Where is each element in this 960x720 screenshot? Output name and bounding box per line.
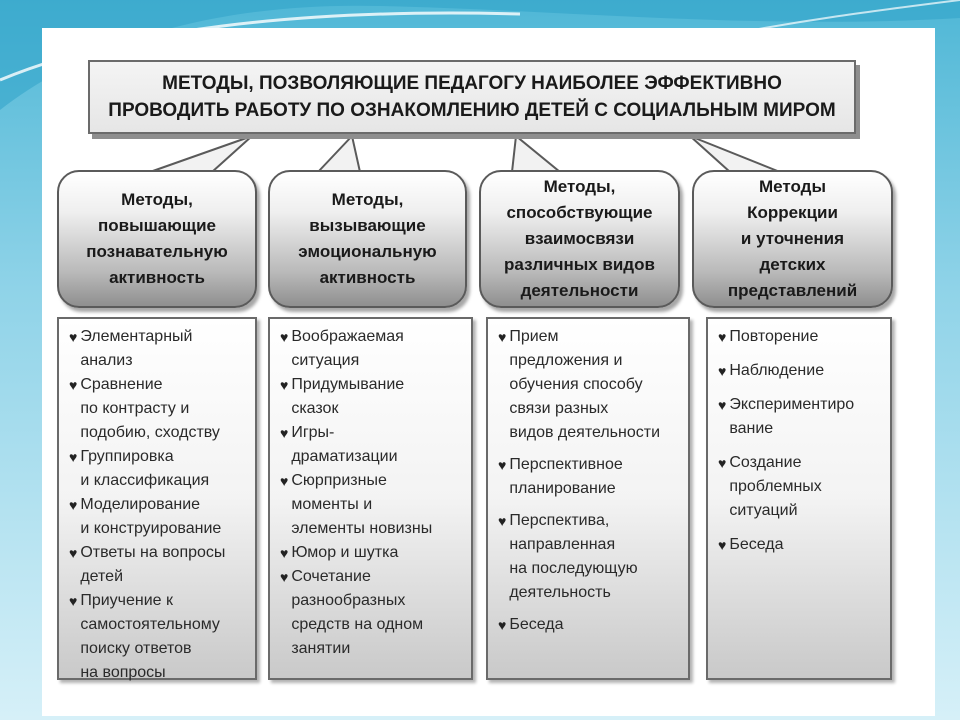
- heart-bullet-icon: ♥: [69, 593, 78, 609]
- list-item: ♥ Перспектива, направленная на последующую деятельность: [498, 509, 682, 605]
- category-emotional-activity: [268, 170, 467, 308]
- list-item: ♥ Приучение к самостоятельному поиску ответов на вопросы: [69, 589, 249, 685]
- list-item: ♥ Беседа: [718, 533, 884, 557]
- title-line-1: МЕТОДЫ, ПОЗВОЛЯЮЩИЕ ПЕДАГОГУ НАИБОЛЕЕ ЭФФЕКТИВНО: [162, 73, 782, 94]
- title-line-2: ПРОВОДИТЬ РАБОТУ ПО ОЗНАКОМЛЕНИЮ ДЕТЕЙ С СОЦИАЛЬНЫМ МИРОМ: [108, 100, 836, 121]
- list-item: ♥ Элементарный анализ: [69, 325, 249, 373]
- heart-bullet-icon: ♥: [498, 513, 507, 529]
- heart-bullet-icon: ♥: [498, 617, 507, 633]
- method-list-emotional: [268, 317, 473, 680]
- list-item: ♥ Игры- драматизации: [280, 421, 465, 469]
- list-item: ♥ Наблюдение: [718, 359, 884, 383]
- heart-bullet-icon: ♥: [280, 425, 289, 441]
- list-item: ♥ Сюрпризные моменты и элементы новизны: [280, 469, 465, 541]
- heart-bullet-icon: ♥: [718, 455, 727, 471]
- diagram-title: [88, 60, 856, 134]
- heart-bullet-icon: ♥: [498, 329, 507, 345]
- heart-bullet-icon: ♥: [718, 537, 727, 553]
- list-item: ♥ Сравнение по контрасту и подобию, сходству: [69, 373, 249, 445]
- heart-bullet-icon: ♥: [498, 457, 507, 473]
- heart-bullet-icon: ♥: [69, 497, 78, 513]
- heart-bullet-icon: ♥: [69, 545, 78, 561]
- category-label: Методы, повышающие познавательную активность: [86, 190, 228, 287]
- heart-bullet-icon: ♥: [69, 449, 78, 465]
- category-cognitive-activity: [57, 170, 257, 308]
- heart-bullet-icon: ♥: [280, 329, 289, 345]
- list-item: ♥ Экспериментиро вание: [718, 393, 884, 441]
- list-item: ♥ Ответы на вопросы детей: [69, 541, 249, 589]
- method-list-correction: [706, 317, 892, 680]
- list-item: ♥ Прием предложения и обучения способу связи разных видов деятельности: [498, 325, 682, 445]
- heart-bullet-icon: ♥: [69, 377, 78, 393]
- heart-bullet-icon: ♥: [280, 377, 289, 393]
- list-item: ♥ Придумывание сказок: [280, 373, 465, 421]
- category-activity-integration: [479, 170, 680, 308]
- list-item: ♥ Юмор и шутка: [280, 541, 465, 565]
- list-item: ♥ Группировка и классификация: [69, 445, 249, 493]
- heart-bullet-icon: ♥: [718, 397, 727, 413]
- list-item: ♥ Создание проблемных ситуаций: [718, 451, 884, 523]
- heart-bullet-icon: ♥: [280, 473, 289, 489]
- list-item: ♥ Сочетание разнообразных средств на одном занятии: [280, 565, 465, 661]
- category-label: Методы Коррекции и уточнения детских представлений: [727, 177, 858, 300]
- heart-bullet-icon: ♥: [718, 363, 727, 379]
- heart-bullet-icon: ♥: [280, 569, 289, 585]
- list-item: ♥ Беседа: [498, 613, 682, 637]
- list-item: ♥ Моделирование и конструирование: [69, 493, 249, 541]
- list-item: ♥ Перспективное планирование: [498, 453, 682, 501]
- category-correction: [692, 170, 893, 308]
- category-label: Методы, способствующие взаимосвязи различных видов деятельности: [504, 177, 655, 300]
- method-list-integration: [486, 317, 690, 680]
- heart-bullet-icon: ♥: [280, 545, 289, 561]
- heart-bullet-icon: ♥: [69, 329, 78, 345]
- method-list-cognitive: [57, 317, 257, 680]
- list-item: ♥ Воображаемая ситуация: [280, 325, 465, 373]
- list-item: ♥ Повторение: [718, 325, 884, 349]
- category-label: Методы, вызывающие эмоциональную активность: [298, 190, 437, 287]
- heart-bullet-icon: ♥: [718, 329, 727, 345]
